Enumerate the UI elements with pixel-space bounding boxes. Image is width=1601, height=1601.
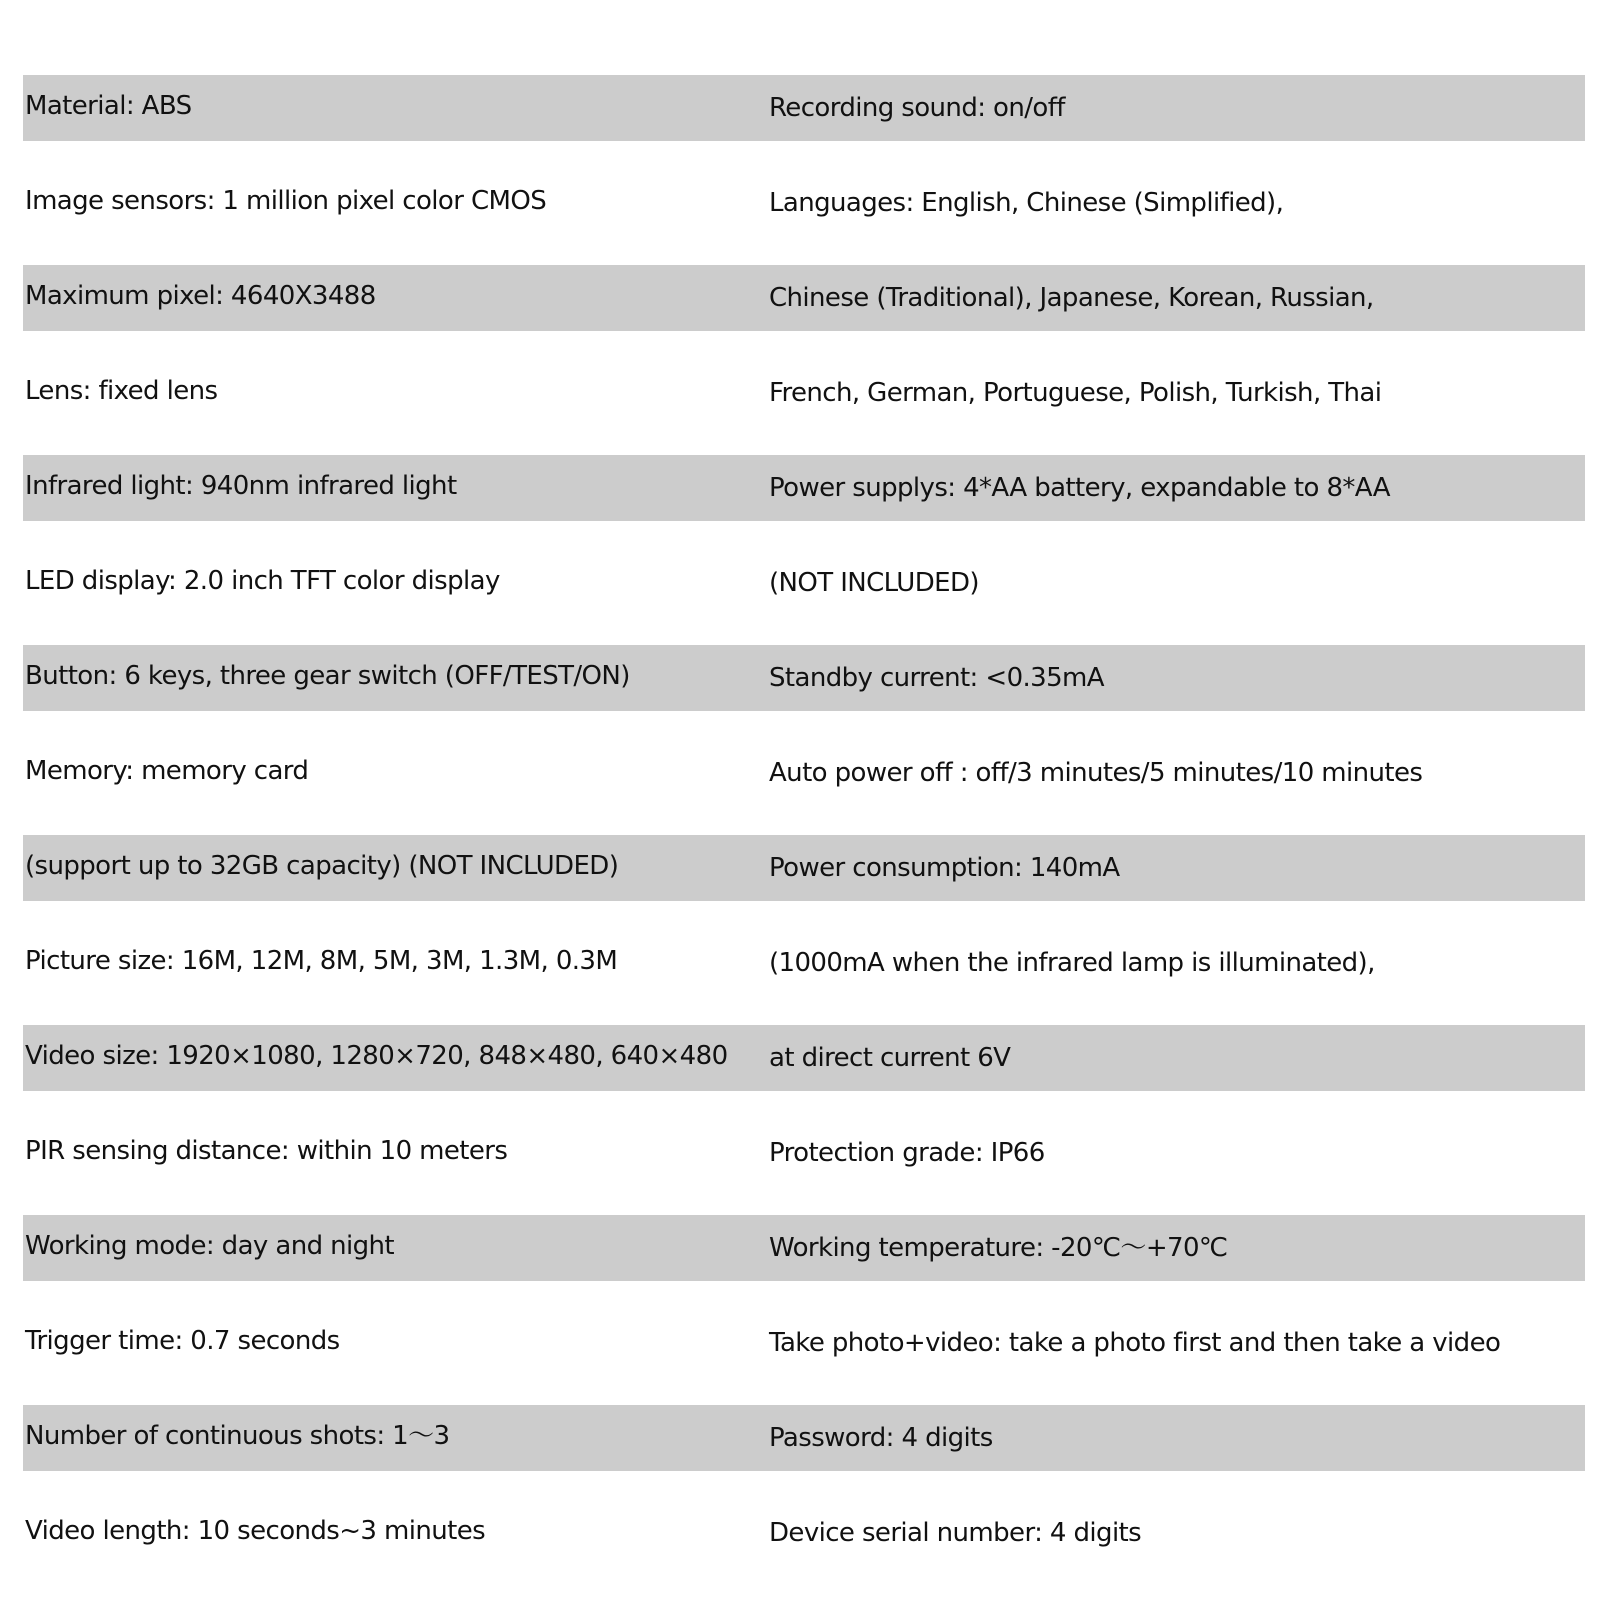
spec-row	[23, 360, 1585, 426]
spec-left: Video size: 1920×1080, 1280×720, 848×480, 640×480	[25, 1041, 728, 1071]
spec-right: Chinese (Traditional), Japanese, Korean, Russian,	[769, 283, 1374, 313]
spec-left: Video length: 10 seconds~3 minutes	[25, 1516, 486, 1546]
spec-left: (support up to 32GB capacity) (NOT INCLUDED)	[25, 851, 619, 881]
spec-right: Auto power off : off/3 minutes/5 minutes/10 minutes	[769, 758, 1423, 788]
spec-row	[23, 1405, 1585, 1471]
spec-left: Material: ABS	[25, 91, 192, 121]
spec-left: Memory: memory card	[25, 756, 309, 786]
spec-left: Maximum pixel: 4640X3488	[25, 281, 376, 311]
spec-right: Languages: English, Chinese (Simplified),	[769, 188, 1284, 218]
spec-right: Password: 4 digits	[769, 1423, 993, 1453]
spec-row	[23, 75, 1585, 141]
spec-row	[23, 740, 1585, 806]
spec-right: Protection grade: IP66	[769, 1138, 1045, 1168]
spec-row	[23, 1215, 1585, 1281]
spec-row	[23, 1025, 1585, 1091]
spec-right: Standby current: <0.35mA	[769, 663, 1104, 693]
spec-left: Number of continuous shots: 1～3	[25, 1421, 450, 1451]
spec-right: Device serial number: 4 digits	[769, 1518, 1142, 1548]
spec-left: Lens: fixed lens	[25, 376, 218, 406]
spec-row	[23, 835, 1585, 901]
spec-right: at direct current 6V	[769, 1043, 1011, 1073]
spec-row	[23, 265, 1585, 331]
spec-row	[23, 1310, 1585, 1376]
spec-table	[23, 75, 1585, 1595]
spec-left: LED display: 2.0 inch TFT color display	[25, 566, 500, 596]
spec-right: Power consumption: 140mA	[769, 853, 1120, 883]
spec-left: PIR sensing distance: within 10 meters	[25, 1136, 508, 1166]
spec-right: Working temperature: -20℃～+70℃	[769, 1233, 1228, 1263]
spec-left: Button: 6 keys, three gear switch (OFF/TEST/ON)	[25, 661, 630, 691]
spec-left: Picture size: 16M, 12M, 8M, 5M, 3M, 1.3M, 0.3M	[25, 946, 618, 976]
spec-left: Trigger time: 0.7 seconds	[25, 1326, 340, 1356]
spec-row	[23, 455, 1585, 521]
spec-row	[23, 1120, 1585, 1186]
spec-right: Recording sound: on/off	[769, 93, 1065, 123]
spec-right: French, German, Portuguese, Polish, Turkish, Thai	[769, 378, 1382, 408]
spec-left: Infrared light: 940nm infrared light	[25, 471, 457, 501]
spec-row	[23, 1500, 1585, 1566]
spec-right: (1000mA when the infrared lamp is illuminated),	[769, 948, 1375, 978]
spec-left: Image sensors: 1 million pixel color CMOS	[25, 186, 547, 216]
spec-right: (NOT INCLUDED)	[769, 568, 979, 598]
spec-left: Working mode: day and night	[25, 1231, 395, 1261]
spec-right: Take photo+video: take a photo first and then take a video	[769, 1328, 1501, 1358]
spec-row	[23, 930, 1585, 996]
spec-row	[23, 550, 1585, 616]
spec-row	[23, 645, 1585, 711]
spec-row	[23, 170, 1585, 236]
spec-right: Power supplys: 4*AA battery, expandable to 8*AA	[769, 473, 1390, 503]
